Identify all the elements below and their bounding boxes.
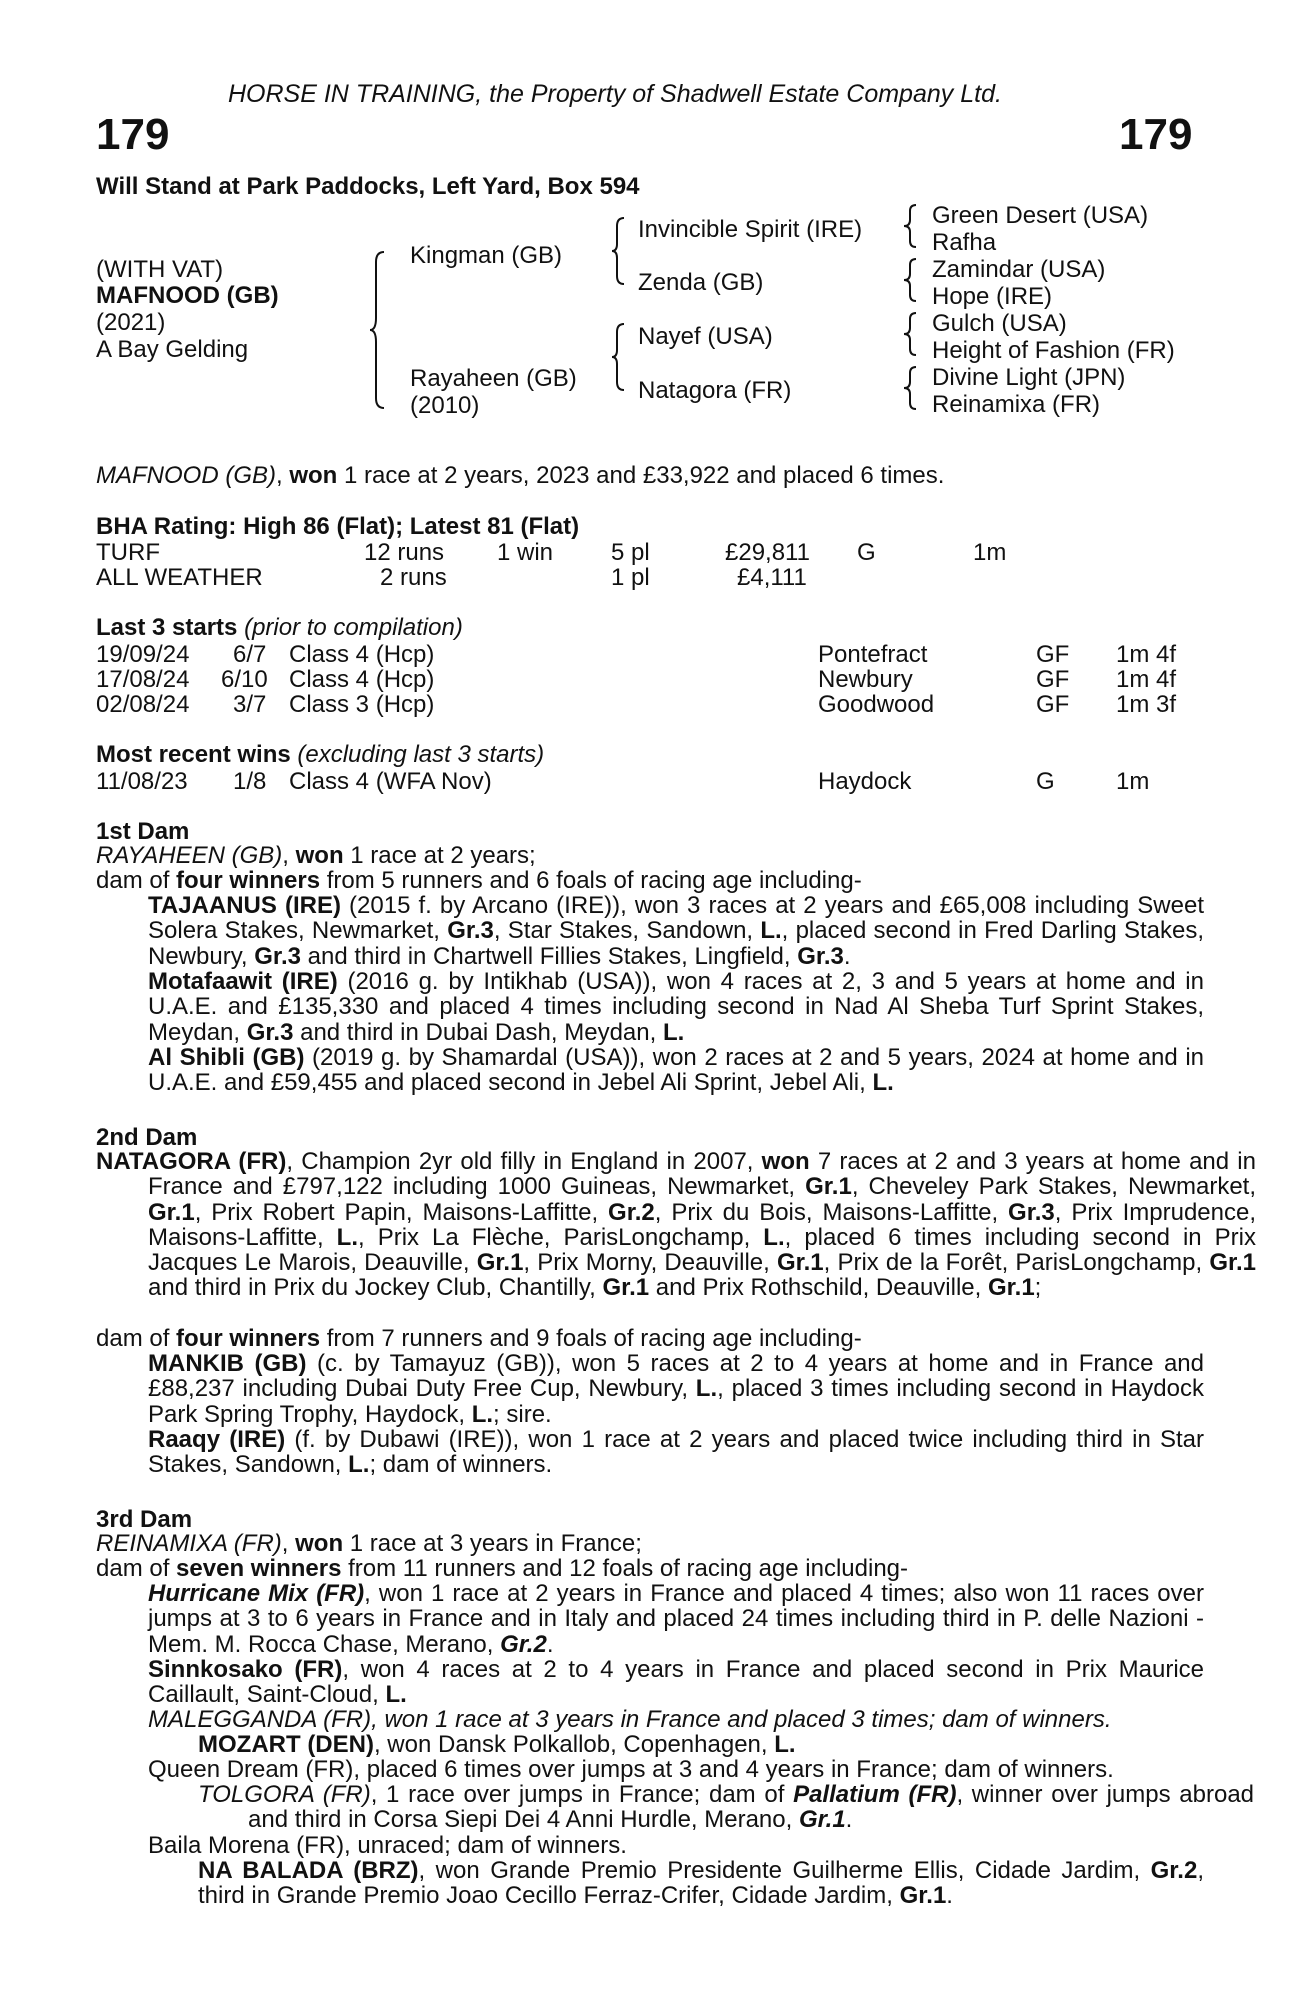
second-dam-title: 2nd Dam [96, 1124, 198, 1151]
first-dam-rest: 1 race at 2 years; [343, 842, 536, 869]
produce-entry-motafaawit [148, 969, 1204, 1045]
race-text: , placed 6 times including second in Prix Jacques Le Marois, Deauville, [148, 1223, 1257, 1277]
produce-text: . [845, 1806, 853, 1834]
surface: TURF [96, 539, 160, 566]
produce-entry-mozart [198, 1732, 796, 1757]
grade: Gr.1 [476, 1249, 524, 1277]
grade: Gr.2 [1150, 1857, 1198, 1884]
produce-entry-queen-dream: Queen Dream (FR), placed 6 times over jumps at 3 and 4 years in France; dam of winners. [148, 1756, 1114, 1783]
summary-horse-name: MAFNOOD (GB) [96, 462, 276, 489]
produce-name: Hurricane Mix (FR) [148, 1580, 365, 1607]
start-position: 6/10 [221, 666, 268, 693]
grade: L. [385, 1681, 407, 1709]
pedigree-g3-2: Rafha [932, 229, 997, 256]
produce-text: (f. by Dubawi (IRE)), won 1 race at 2 years and placed twice including third in Star Stakes, Sandown, [148, 1426, 1204, 1479]
dam-of-prefix: dam of [96, 1325, 177, 1352]
pedigree-g3-7: Divine Light (JPN) [932, 364, 1126, 391]
produce-text: ; sire. [493, 1400, 552, 1428]
race-text: , Cheveley Park Stakes, Newmarket, [851, 1173, 1257, 1201]
first-dam-produce-summary [96, 868, 862, 893]
grade: Gr.3 [1008, 1198, 1055, 1226]
going: G [857, 539, 876, 566]
second-dam-produce-summary [96, 1326, 862, 1351]
start-date: 19/09/24 [96, 641, 190, 668]
produce-text: (2015 f. by Arcano (IRE)), won 3 races at 2 years and £65,008 including Sweet Solera Stakes, Newmarket, [148, 892, 1204, 945]
win-course: Haydock [818, 768, 912, 795]
pedigree-brace-g3-2 [904, 257, 920, 303]
recent-wins-title: Most recent wins [96, 741, 291, 768]
dam-of-suffix: from 7 runners and 9 foals of racing age including- [320, 1325, 862, 1352]
produce-text: , won 4 races at 2 to 4 years in France and placed second in Prix Maurice Caillault, Saint-Cloud, [148, 1656, 1205, 1709]
grade: Gr.3 [246, 1018, 294, 1046]
first-dam-title: 1st Dam [96, 818, 190, 845]
win-distance: 1m [1116, 768, 1150, 795]
produce-text: , Star Stakes, Sandown, [493, 917, 761, 945]
grade: Gr.2 [500, 1630, 547, 1658]
pedigree-sire: Kingman (GB) [410, 242, 563, 269]
last-starts-title: Last 3 starts [96, 614, 238, 641]
pedigree-dam-sire: Nayef (USA) [638, 323, 773, 350]
pedigree-g3-4: Hope (IRE) [932, 283, 1053, 310]
grade: Gr.1 [987, 1274, 1035, 1302]
start-distance: 1m 3f [1116, 691, 1177, 718]
pedigree-g3-8: Reinamixa (FR) [932, 391, 1101, 418]
produce-text: and third in Dubai Dash, Meydan, [293, 1018, 663, 1046]
start-position: 3/7 [233, 691, 267, 718]
start-course: Newbury [818, 666, 913, 693]
start-date: 02/08/24 [96, 691, 190, 718]
pedigree-dam-dam: Natagora (FR) [638, 377, 792, 404]
horse-year: (2021) [96, 309, 166, 336]
pedigree-brace-sire [612, 216, 628, 286]
produce-entry-al-shibli [148, 1045, 1204, 1096]
dam-of-suffix: from 11 runners and 12 foals of racing age including- [341, 1555, 909, 1582]
produce-name: NA BALADA (BRZ) [198, 1857, 419, 1884]
pedigree-sire-sire: Invincible Spirit (IRE) [638, 216, 863, 243]
produce-entry-tolgora [198, 1782, 1254, 1833]
produce-name: Sinnkosako (FR) [148, 1656, 343, 1683]
produce-text: . [946, 1882, 953, 1910]
race-text: , Prix Morny, Deauville, [523, 1249, 777, 1277]
win-race: Class 4 (WFA Nov) [289, 768, 492, 795]
produce-text: , placed second in Fred Darling Stakes, Newbury, [148, 917, 1205, 970]
page-header-title: HORSE IN TRAINING, the Property of Shadwell Estate Company Ltd. [228, 80, 1002, 108]
start-date: 17/08/24 [96, 666, 190, 693]
produce-entry-malegganda: MALEGGANDA (FR), won 1 race at 3 years in France and placed 3 times; dam of winners. [148, 1706, 1112, 1733]
first-dam-won: won [295, 842, 344, 869]
grade: L. [348, 1451, 370, 1479]
third-dam-name: REINAMIXA (FR) [96, 1530, 282, 1557]
recent-wins-note: (excluding last 3 starts) [290, 741, 545, 768]
last-starts-note: (prior to compilation) [237, 614, 463, 641]
placed: 1 pl [611, 564, 650, 591]
runs: 2 runs [380, 564, 447, 591]
start-race: Class 4 (Hcp) [289, 666, 435, 693]
pedigree-sire-dam: Zenda (GB) [638, 269, 764, 296]
pedigree-brace-g3-3 [904, 311, 920, 357]
second-dam-won: won [761, 1148, 810, 1175]
produce-name: MOZART (DEN) [198, 1731, 374, 1758]
grade: Gr.1 [602, 1274, 650, 1302]
winners-count: four winners [176, 867, 321, 894]
produce-entry-sinnkosako [148, 1657, 1204, 1708]
grade: Gr.1 [805, 1173, 852, 1201]
grade: Gr.2 [608, 1198, 655, 1226]
produce-text: , placed 3 times including second in Haydock Park Spring Trophy, Haydock, [148, 1375, 1204, 1428]
grade: L. [872, 1069, 894, 1097]
start-course: Pontefract [818, 641, 928, 668]
pedigree-g3-6: Height of Fashion (FR) [932, 337, 1175, 364]
produce-text: . [546, 1630, 554, 1658]
race-text: , Prix de la Forêt, ParisLongchamp, [823, 1249, 1210, 1277]
prize: £29,811 [725, 539, 810, 566]
produce-entry-tajaanus [148, 893, 1204, 969]
grade: L. [763, 1223, 785, 1251]
grade: L. [760, 917, 782, 945]
dam-of-suffix: from 5 runners and 6 foals of racing age including- [320, 867, 862, 894]
grade: Gr.1 [1209, 1249, 1257, 1277]
produce-name: Raaqy (IRE) [148, 1426, 286, 1453]
pedigree-brace-g3-4 [904, 365, 920, 411]
summary-record: 1 race at 2 years, 2023 and £33,922 and placed 6 times. [337, 462, 945, 489]
second-dam-record [96, 1149, 1256, 1301]
third-dam-record: REINAMIXA (FR), won 1 race at 3 years in France; [96, 1530, 642, 1557]
grade: L. [774, 1731, 796, 1758]
grade: L. [662, 1018, 685, 1046]
prize: £4,111 [737, 564, 807, 591]
start-race: Class 4 (Hcp) [289, 641, 435, 668]
lot-number-left: 179 [96, 110, 170, 159]
race-text: and Prix Rothschild, Deauville, [649, 1274, 988, 1302]
produce-entry-baila-morena: Baila Morena (FR), unraced; dam of winners. [148, 1832, 627, 1859]
race-text: , Prix du Bois, Maisons-Laffitte, [654, 1198, 1009, 1226]
win-position: 1/8 [233, 768, 267, 795]
produce-text: , won Dansk Polkallob, Copenhagen, [373, 1731, 775, 1758]
grade: Gr.3 [447, 917, 494, 945]
distance: 1m [973, 539, 1007, 566]
third-dam-won: won [295, 1530, 344, 1557]
start-distance: 1m 4f [1116, 641, 1177, 668]
win-date: 11/08/23 [96, 768, 188, 795]
wins: 1 win [497, 539, 554, 566]
win-going: G [1036, 768, 1055, 795]
second-dam-intro: , Champion 2yr old filly in England in 2007, [286, 1148, 762, 1175]
last-starts-heading [96, 615, 463, 640]
produce-name: Al Shibli (GB) [148, 1044, 305, 1071]
grade: Gr.1 [148, 1198, 195, 1226]
produce-name: MANKIB (GB) [148, 1350, 307, 1377]
start-going: GF [1036, 641, 1070, 668]
start-going: GF [1036, 691, 1070, 718]
horse-description: A Bay Gelding [96, 336, 249, 363]
race-text: and third in Prix du Jockey Club, Chantilly, [148, 1274, 603, 1302]
grade: L. [695, 1375, 718, 1403]
horse-name: MAFNOOD (GB) [96, 282, 279, 309]
grade: L. [336, 1223, 358, 1251]
third-dam-produce-summary [96, 1556, 908, 1581]
first-dam-record: RAYAHEEN (GB), won 1 race at 2 years; [96, 842, 536, 869]
produce-text: , winner over jumps abroad and third in Corsa Siepi Dei 4 Anni Hurdle, Merano, [248, 1781, 1255, 1834]
pedigree-dam-year: (2010) [410, 392, 480, 419]
produce-text: and third in Chartwell Fillies Stakes, Lingfield, [300, 942, 798, 970]
recent-wins-heading [96, 742, 544, 767]
produce-entry-raaqy [148, 1427, 1204, 1478]
grade: Gr.1 [776, 1249, 824, 1277]
start-race: Class 3 (Hcp) [289, 691, 435, 718]
produce-name: Motafaawit (IRE) [148, 968, 338, 995]
pedigree-g3-5: Gulch (USA) [932, 310, 1067, 337]
race-text: ; [1034, 1274, 1042, 1302]
grade: Gr.1 [798, 1806, 846, 1834]
race-text: , Prix Robert Papin, Maisons-Laffitte, [194, 1198, 609, 1226]
second-dam-name: NATAGORA (FR) [96, 1148, 287, 1175]
bha-rating: BHA Rating: High 86 (Flat); Latest 81 (Flat) [96, 513, 580, 540]
grade: Gr.3 [254, 942, 301, 970]
produce-name: TAJAANUS (IRE) [148, 892, 341, 919]
produce-text: . [843, 942, 851, 970]
produce-text: , won Grande Premio Presidente Guilherme Ellis, Cidade Jardim, [418, 1857, 1151, 1884]
first-dam-name: RAYAHEEN (GB) [96, 842, 283, 869]
produce-text: , 1 race over jumps in France; dam of [370, 1781, 794, 1808]
pedigree-g3-3: Zamindar (USA) [932, 256, 1106, 283]
winner-name: Pallatium (FR) [793, 1781, 957, 1808]
produce-text: (2016 g. by Intikhab (USA)), won 4 races at 2, 3 and 5 years at home and in U.A.E. and £135,330 and placed 4 times including second in Nad Al Sheba Turf Sprint Stakes, Meydan, [148, 968, 1204, 1046]
second-dam-text: 7 races at 2 and 3 years at home and in France and £797,122 including 1000 Guineas, Newmarket, [148, 1148, 1256, 1201]
produce-name: TOLGORA (FR) [198, 1781, 371, 1808]
pedigree-brace-main [370, 250, 390, 410]
runs: 12 runs [364, 539, 445, 566]
produce-text: ; dam of winners. [369, 1451, 553, 1479]
winners-count: four winners [176, 1325, 321, 1352]
produce-entry-mankib [148, 1351, 1204, 1427]
summary-won: won [289, 462, 338, 489]
pedigree-brace-dam [612, 322, 628, 392]
start-course: Goodwood [818, 691, 935, 718]
surface: ALL WEATHER [96, 564, 263, 591]
grade: Gr.1 [899, 1882, 947, 1910]
produce-text: , third in Grande Premio Joao Cecillo Ferraz-Crifer, Cidade Jardim, [198, 1857, 1204, 1910]
third-dam-rest: 1 race at 3 years in France; [343, 1530, 642, 1557]
lot-number-right: 179 [1119, 110, 1193, 159]
pedigree-g3-1: Green Desert (USA) [932, 202, 1149, 229]
grade: Gr.3 [797, 942, 844, 970]
produce-text: (c. by Tamayuz (GB)), won 5 races at 2 to 4 years at home and in France and £88,237 including Dubai Duty Free Cup, Newbury, [148, 1350, 1204, 1403]
pedigree-dam: Rayaheen (GB) [410, 365, 577, 392]
produce-text: (2019 g. by Shamardal (USA)), won 2 races at 2 and 5 years, 2024 at home and in U.A.E. and £59,455 and placed second in Jebel Ali Sprint, Jebel Ali, [148, 1044, 1204, 1097]
start-distance: 1m 4f [1116, 666, 1177, 693]
third-dam-title: 3rd Dam [96, 1506, 193, 1533]
dam-of-prefix: dam of [96, 867, 177, 894]
produce-text: , won 1 race at 2 years in France and placed 4 times; also won 11 races over jumps at 3 to 6 years in France and in Italy and placed 24 times including third in P. delle Nazioni - Mem. M. Rocca Chase, Merano, [148, 1580, 1204, 1658]
produce-entry-na-balada [198, 1858, 1204, 1909]
start-position: 6/7 [233, 641, 267, 668]
race-text: , Prix La Flèche, ParisLongchamp, [358, 1223, 764, 1251]
winners-count: seven winners [176, 1555, 342, 1582]
race-summary: MAFNOOD (GB), won 1 race at 2 years, 2023 and £33,922 and placed 6 times. [96, 462, 945, 489]
placed: 5 pl [611, 539, 650, 566]
start-going: GF [1036, 666, 1070, 693]
vat-note: (WITH VAT) [96, 256, 224, 283]
dam-of-prefix: dam of [96, 1555, 177, 1582]
stabling-info: Will Stand at Park Paddocks, Left Yard, Box 594 [96, 173, 640, 200]
race-text: , Prix Imprudence, Maisons-Laffitte, [148, 1198, 1256, 1251]
pedigree-brace-g3-1 [904, 203, 920, 249]
produce-entry-hurricane-mix [148, 1581, 1204, 1657]
grade: L. [471, 1400, 494, 1428]
